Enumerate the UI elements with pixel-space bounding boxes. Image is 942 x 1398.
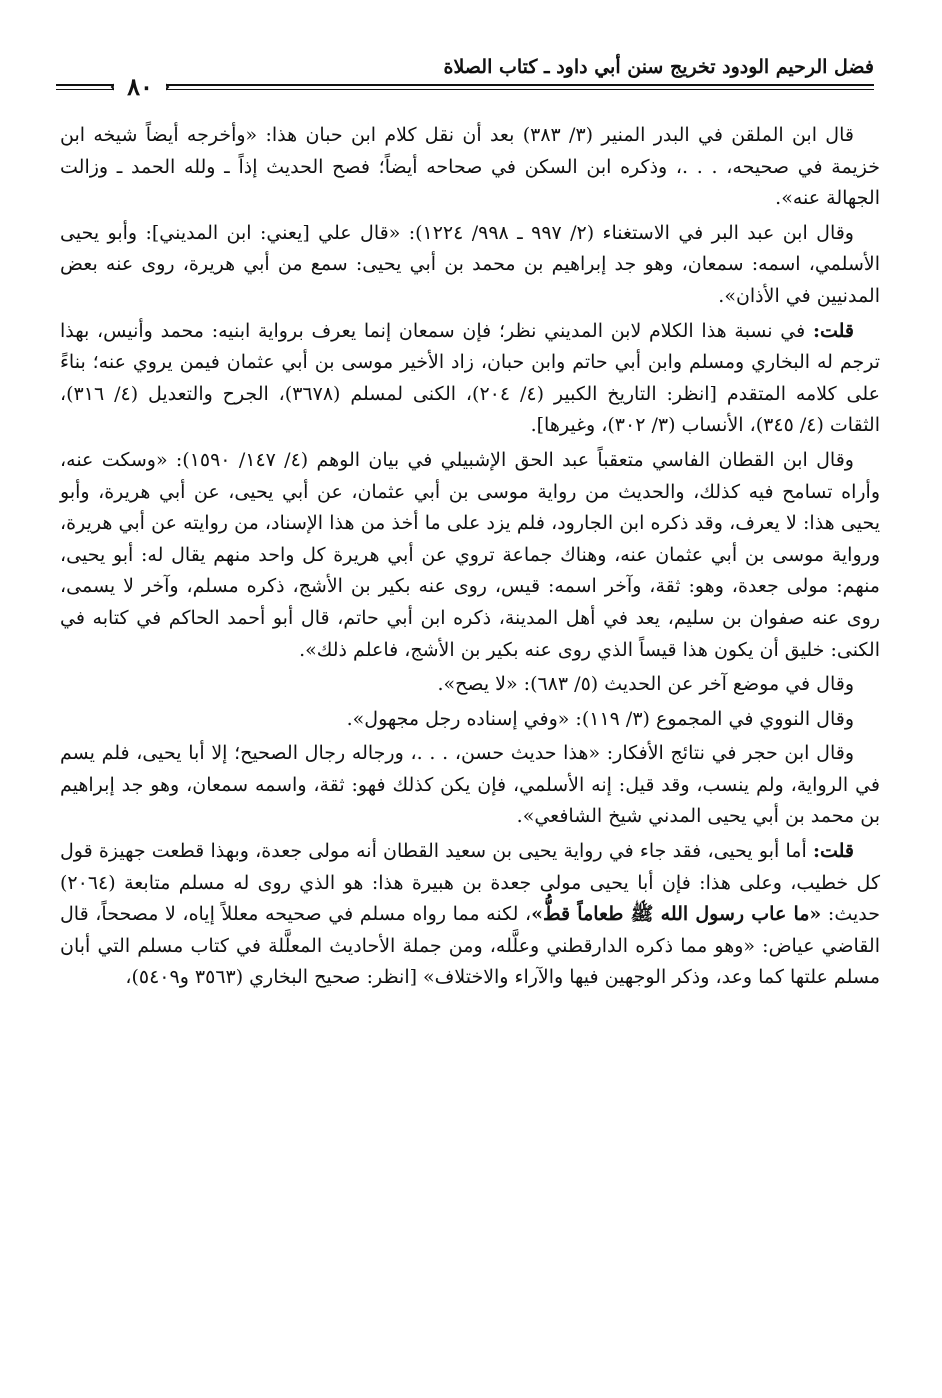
paragraph (60, 738, 880, 833)
paragraph-text: ، لكنه مما رواه مسلم في صحيحه معللاً إياه، لا مصححاً، قال القاضي عياض: «وهو مما ذكره الدارقطني وعلَّله، ومن جملة الأحاديث المعلَّلة في كتاب مسلم التي أبان مسلم علتها كما وعد، وذكر الوجهين فيها والآراء والاختلاف» [انظر: صحيح البخاري (٣٥٦٣ و٥٤٠٩)، (60, 903, 880, 989)
paragraph-text: وقال في موضع آخر عن الحديث (٥/ ٦٨٣): «لا يصح». (437, 673, 854, 696)
running-title: فضل الرحيم الودود تخريج سنن أبي داود ـ كتاب الصلاة (443, 56, 874, 78)
page-number: ٨٠ (114, 70, 166, 104)
paragraph-text: أما أبو يحيى، فقد جاء في رواية يحيى بن سعيد القطان أنه مولى جعدة، وبهذا قطعت جهيزة قول كل خطيب، وعلى هذا: فإن أبا يحيى مولى جعدة بن هبيرة هذا: هو الذي روى له مسلم متابعة (٢٠٦٤) حديث: (60, 840, 880, 926)
page-header (56, 44, 874, 104)
paragraph (60, 704, 880, 736)
paragraph (60, 445, 880, 666)
paragraph (60, 669, 880, 701)
body-text (60, 120, 880, 997)
paragraph-lead: قلت: (812, 840, 854, 863)
paragraph-text: في نسبة هذا الكلام لابن المديني نظر؛ فإن سمعان إنما يعرف برواية ابنيه: محمد وأنيس، بهذا ترجم له البخاري ومسلم وابن أبي حاتم وابن حبان، زاد الأخير موسى بن أبي عثمان فيمن يروي عنه؛ بناءً على كلامه المتقدم [انظر: التاريخ الكبير (٤/ ٢٠٤)، الكنى لمسلم (٣٦٧٨)، الجرح والتعديل (٤/ ٣١٦)، الثقات (٤/ ٣٤٥)، الأنساب (٣/ ٣٠٢)، وغيرها]. (60, 319, 880, 437)
paragraph-text: وقال النووي في المجموع (٣/ ١١٩): «وفي إسناده رجل مجهول». (346, 707, 854, 730)
page-number-ornament (56, 70, 218, 104)
paragraph-text: قال ابن الملقن في البدر المنير (٣/ ٣٨٣) بعد أن نقل كلام ابن حبان هذا: «وأخرجه أيضاً شيخه ابن خزيمة في صحيحه، . . .، وذكره ابن السكن في صحاحه أيضاً؛ فصح الحديث إذاً ـ ولله الحمد ـ وزالت الجهالة عنه». (60, 124, 880, 210)
paragraph-lead: قلت: (812, 319, 854, 342)
paragraph-text: وقال ابن حجر في نتائج الأفكار: «هذا حديث حسن، . . .، ورجاله رجال الصحيح؛ إلا أبا يحيى، فلم يسم في الرواية، ولم ينسب، وقد قيل: إنه الأسلمي، فإن يكن كذلك فهو: ثقة، واسمه سمعان، وهو جد إبراهيم بن محمد بن أبي يحيى المدني شيخ الشافعي». (60, 742, 880, 828)
paragraph (60, 836, 880, 994)
paragraph (60, 218, 880, 313)
paragraph-text: وقال ابن القطان الفاسي متعقباً عبد الحق الإشبيلي في بيان الوهم (٤/ ١٤٧/ ١٥٩٠): «وسكت عنه، وأراه تسامح فيه كذلك، والحديث من رواية موسى بن أبي عثمان، عن أبي يحيى، عن أبي هريرة، وأبو يحيى هذا: لا يعرف، وقد ذكره ابن الجارود، فلم يزد على ما أخذ من هذا الإسناد، من روايته عن أبي هريرة، ورواية موسى بن أبي عثمان عنه، وهناك جماعة تروي عن أبي هريرة كل واحد منهم يقال له: أبو يحيى، منهم: مولى جعدة، وهو: ثقة، وآخر اسمه: قيس، روى عنه بكير بن الأشج، ذكره مسلم، وآخر لا يسمى، روى عنه صفوان بن سليم، يعد في أهل المدينة، ذكره ابن أبي حاتم، قال أبو أحمد الحاكم في كتابه في الكنى: خليق أن يكون هذا قيساً الذي روى عنه بكير بن الأشج، فاعلم ذلك». (60, 448, 880, 661)
paragraph (60, 120, 880, 215)
hadith-quote: «ما عاب رسول الله ﷺ طعاماً قطُّ» (531, 903, 822, 926)
paragraph-text: وقال ابن عبد البر في الاستغناء (٢/ ٩٩٧ ـ ٩٩٨/ ١٢٢٤): «قال علي [يعني: ابن المديني]: وأبو يحيى الأسلمي، اسمه: سمعان، وهو جد إبراهيم بن محمد بن أبي يحيى: سمع من أبي هريرة، روى عنه بعض المدنيين في الأذان». (60, 221, 880, 307)
paragraph (60, 316, 880, 442)
